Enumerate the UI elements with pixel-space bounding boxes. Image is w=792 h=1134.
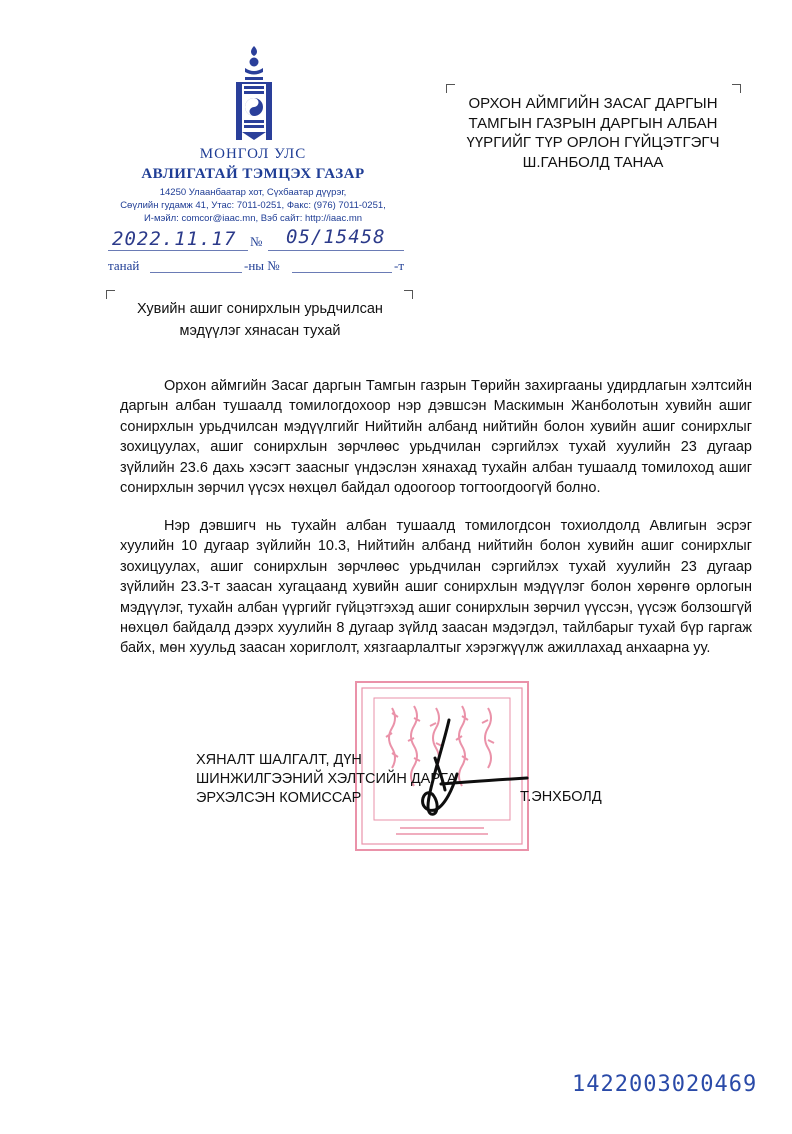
subject-line: мэдүүлэг хянасан тухай	[179, 323, 341, 339]
signatory-title-line: ШИНЖИЛГЭЭНИЙ ХЭЛТСИЙН ДАРГА	[196, 771, 457, 787]
reply-suffix: -т	[394, 258, 405, 273]
addressee-corner-left	[446, 84, 455, 93]
reference-number-label: №	[250, 234, 263, 249]
addressee-corner-right	[732, 84, 741, 93]
reply-prefix: танай	[108, 258, 140, 273]
date-underline	[108, 250, 248, 251]
addressee-line: ҮҮРГИЙГ ТҮР ОРЛОН ГҮЙЦЭТГЭГЧ	[466, 134, 720, 151]
number-underline	[268, 250, 404, 251]
signatory-title-line: ХЯНАЛТ ШАЛГАЛТ, ДҮН	[196, 752, 362, 768]
reply-date-underline	[150, 272, 242, 273]
subject-block	[108, 298, 412, 342]
subject-line: Хувийн ашиг сонирхлын урьдчилсан	[137, 301, 383, 317]
reply-number-underline	[292, 272, 392, 273]
agency-name: АВЛИГАТАЙ ТЭМЦЭХ ГАЗАР	[141, 166, 365, 182]
reference-number: 05/15458	[286, 226, 386, 248]
soyombo-emblem-icon	[232, 44, 276, 142]
addressee-line: ОРХОН АЙМГИЙН ЗАСАГ ДАРГЫН	[468, 95, 718, 112]
signatory-title-line: ЭРХЭЛСЭН КОМИССАР	[196, 790, 362, 806]
country-name: МОНГОЛ УЛС	[199, 146, 307, 162]
address-line-3: И-мэйл: comcor@iaac.mn, Вэб сайт: http://iaac.mn	[143, 213, 363, 224]
handwritten-signature	[405, 718, 530, 828]
body-paragraph-1: Орхон аймгийн Засаг даргын Тамгын газрын Төрийн захиргааны удирдлагын хэлтсийн даргын албан тушаалд томилогдохоор нэр дэвшсэн Маскимын Жанболотын хувийн ашиг сонирхлын урьдчилсан мэдүүлгийг Нийтийн албанд нийтийн болон хувийн ашиг сонирхлыг зохицуулах, ашиг сонирхлын зөрчлөөс урьдчилан сэргийлэх тухай хуулийн 23 дугаар зүйлийн 23.6 дахь хэсэгт заасныг үндэслэн хянахад тухайн албан тушаалд томилоход ашиг сонирхлын зөрчил үүсэх нөхцөл байдал одоогоор тогтоогдоогүй болно.	[120, 378, 752, 497]
reply-middle: -ны №	[244, 258, 280, 273]
document-barcode-number: 1422003020469	[572, 1072, 758, 1097]
reference-date: 2022.11.17	[112, 228, 237, 250]
addressee-line: ТАМГЫН ГАЗРЫН ДАРГЫН АЛБАН	[468, 114, 718, 132]
address-line-2: Сөүлийн гудамж 41, Утас: 7011-0251, Факс: (976) 7011-0251,	[120, 200, 386, 211]
signatory-name: Т.ЭНХБОЛД	[520, 789, 602, 805]
body-paragraph-2: Нэр дэвшигч нь тухайн албан тушаалд томилогдсон тохиолдолд Авлигын эсрэг хуулийн 10 дугаар зүйлийн 10.3, Нийтийн албанд нийтийн болон хувийн ашиг сонирхлыг зохицуулах, ашиг сонирхлын зөрчлөөс урьдчилан сэргийлэх тухай хуулийн 23 дугаар зүйлийн 23.3-т заасан хугацаанд хувийн ашиг сонирхлын мэдүүлэг болон хөрөнгө орлогын мэдүүлэг, тухайн албан үүргийг гүйцэтгэхэд ашиг сонирхлын зөрчил үүссэн, үүсэж болзошгүй нөхцөл байдалд дээрх хуулийн 8 дугаар зүйлд заасан мэдэгдэл, тайлбарыг тухай бүр гаргаж байх, мөн хуульд заасан хориглолт, хязгаарлалтыг хэрэгжүүлж ажиллахад анхаарна уу.	[120, 518, 752, 657]
addressee-line: Ш.ГАНБОЛД ТАНАА	[522, 153, 664, 171]
address-line-1: 14250 Улаанбаатар хот, Сүхбаатар дүүрэг,	[159, 187, 347, 198]
addressee-block	[448, 94, 738, 172]
